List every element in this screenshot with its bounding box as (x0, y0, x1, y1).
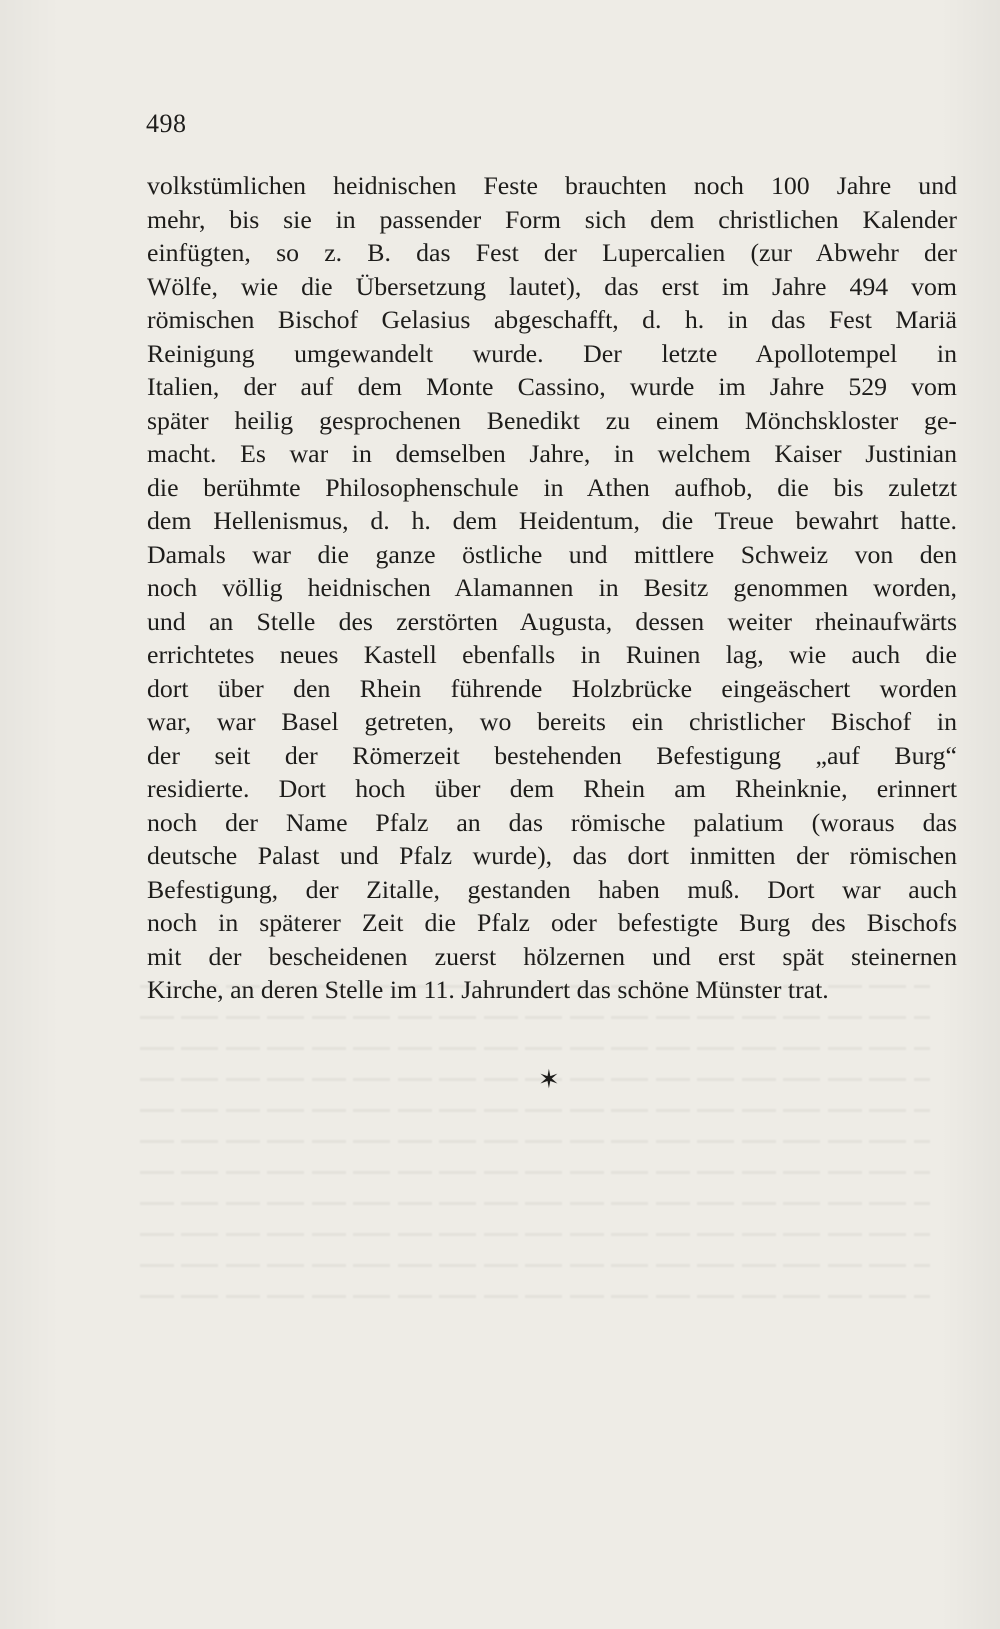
text-line: volkstümlichen heidnischen Feste brauchten noch 100 Jahre und (147, 171, 957, 200)
text-line: Kirche, an deren Stelle im 11. Jahrundert das schöne Münster trat. (147, 975, 829, 1004)
text-line: noch völlig heidnischen Alamannen in Besitz genommen worden, (147, 573, 957, 602)
text-line: und an Stelle des zerstörten Augusta, dessen weiter rheinaufwärts (147, 606, 957, 636)
text-line: mit der bescheidenen zuerst hölzernen und erst spät steinernen (147, 941, 957, 971)
text-line: Wölfe, wie die Übersetzung lautet), das erst im Jahre 494 vom (147, 271, 957, 301)
body-text (147, 169, 957, 1007)
text-line: macht. Es war in demselben Jahre, in welchem Kaiser Justinian (147, 439, 957, 468)
text-line: römischen Bischof Gelasius abgeschafft, d. h. in das Fest Mariä (147, 305, 957, 334)
text-line: mehr, bis sie in passender Form sich dem christlichen Kalender (147, 204, 957, 234)
text-line: später heilig gesprochenen Benedikt zu einem Mönchskloster ge- (147, 405, 957, 435)
text-line: errichtetes neues Kastell ebenfalls in Ruinen lag, wie auch die (147, 640, 957, 669)
text-line: dem Hellenismus, d. h. dem Heidentum, die Treue bewahrt hatte. (147, 506, 957, 535)
text-line: Damals war die ganze östliche und mittlere Schweiz von den (147, 539, 957, 569)
text-line: dort über den Rhein führende Holzbrücke eingeäschert worden (147, 673, 957, 703)
text-line: war, war Basel getreten, wo bereits ein christlicher Bischof in (147, 707, 957, 736)
text-line: noch der Name Pfalz an das römische palatium (woraus das (147, 807, 957, 837)
page-number: 498 (146, 109, 187, 138)
text-line: residierte. Dort hoch über dem Rhein am Rheinknie, erinnert (147, 774, 957, 803)
text-line: einfügten, so z. B. das Fest der Lupercalien (zur Abwehr der (147, 238, 957, 267)
text-line: der seit der Römerzeit bestehenden Befestigung „auf Burg“ (147, 740, 957, 770)
text-line: die berühmte Philosophenschule in Athen aufhob, die bis zuletzt (147, 472, 957, 502)
text-line: Befestigung, der Zitalle, gestanden haben muß. Dort war auch (147, 874, 957, 904)
text-line: Reinigung umgewandelt wurde. Der letzte Apollotempel in (147, 338, 957, 368)
text-line: Italien, der auf dem Monte Cassino, wurde im Jahre 529 vom (147, 372, 957, 401)
text-line: noch in späterer Zeit die Pfalz oder befestigte Burg des Bischofs (147, 908, 957, 937)
show-through-text (140, 985, 930, 1405)
asterisk-ornament: ✶ (538, 1065, 560, 1095)
text-line: deutsche Palast und Pfalz wurde), das dort inmitten der römischen (147, 841, 957, 870)
